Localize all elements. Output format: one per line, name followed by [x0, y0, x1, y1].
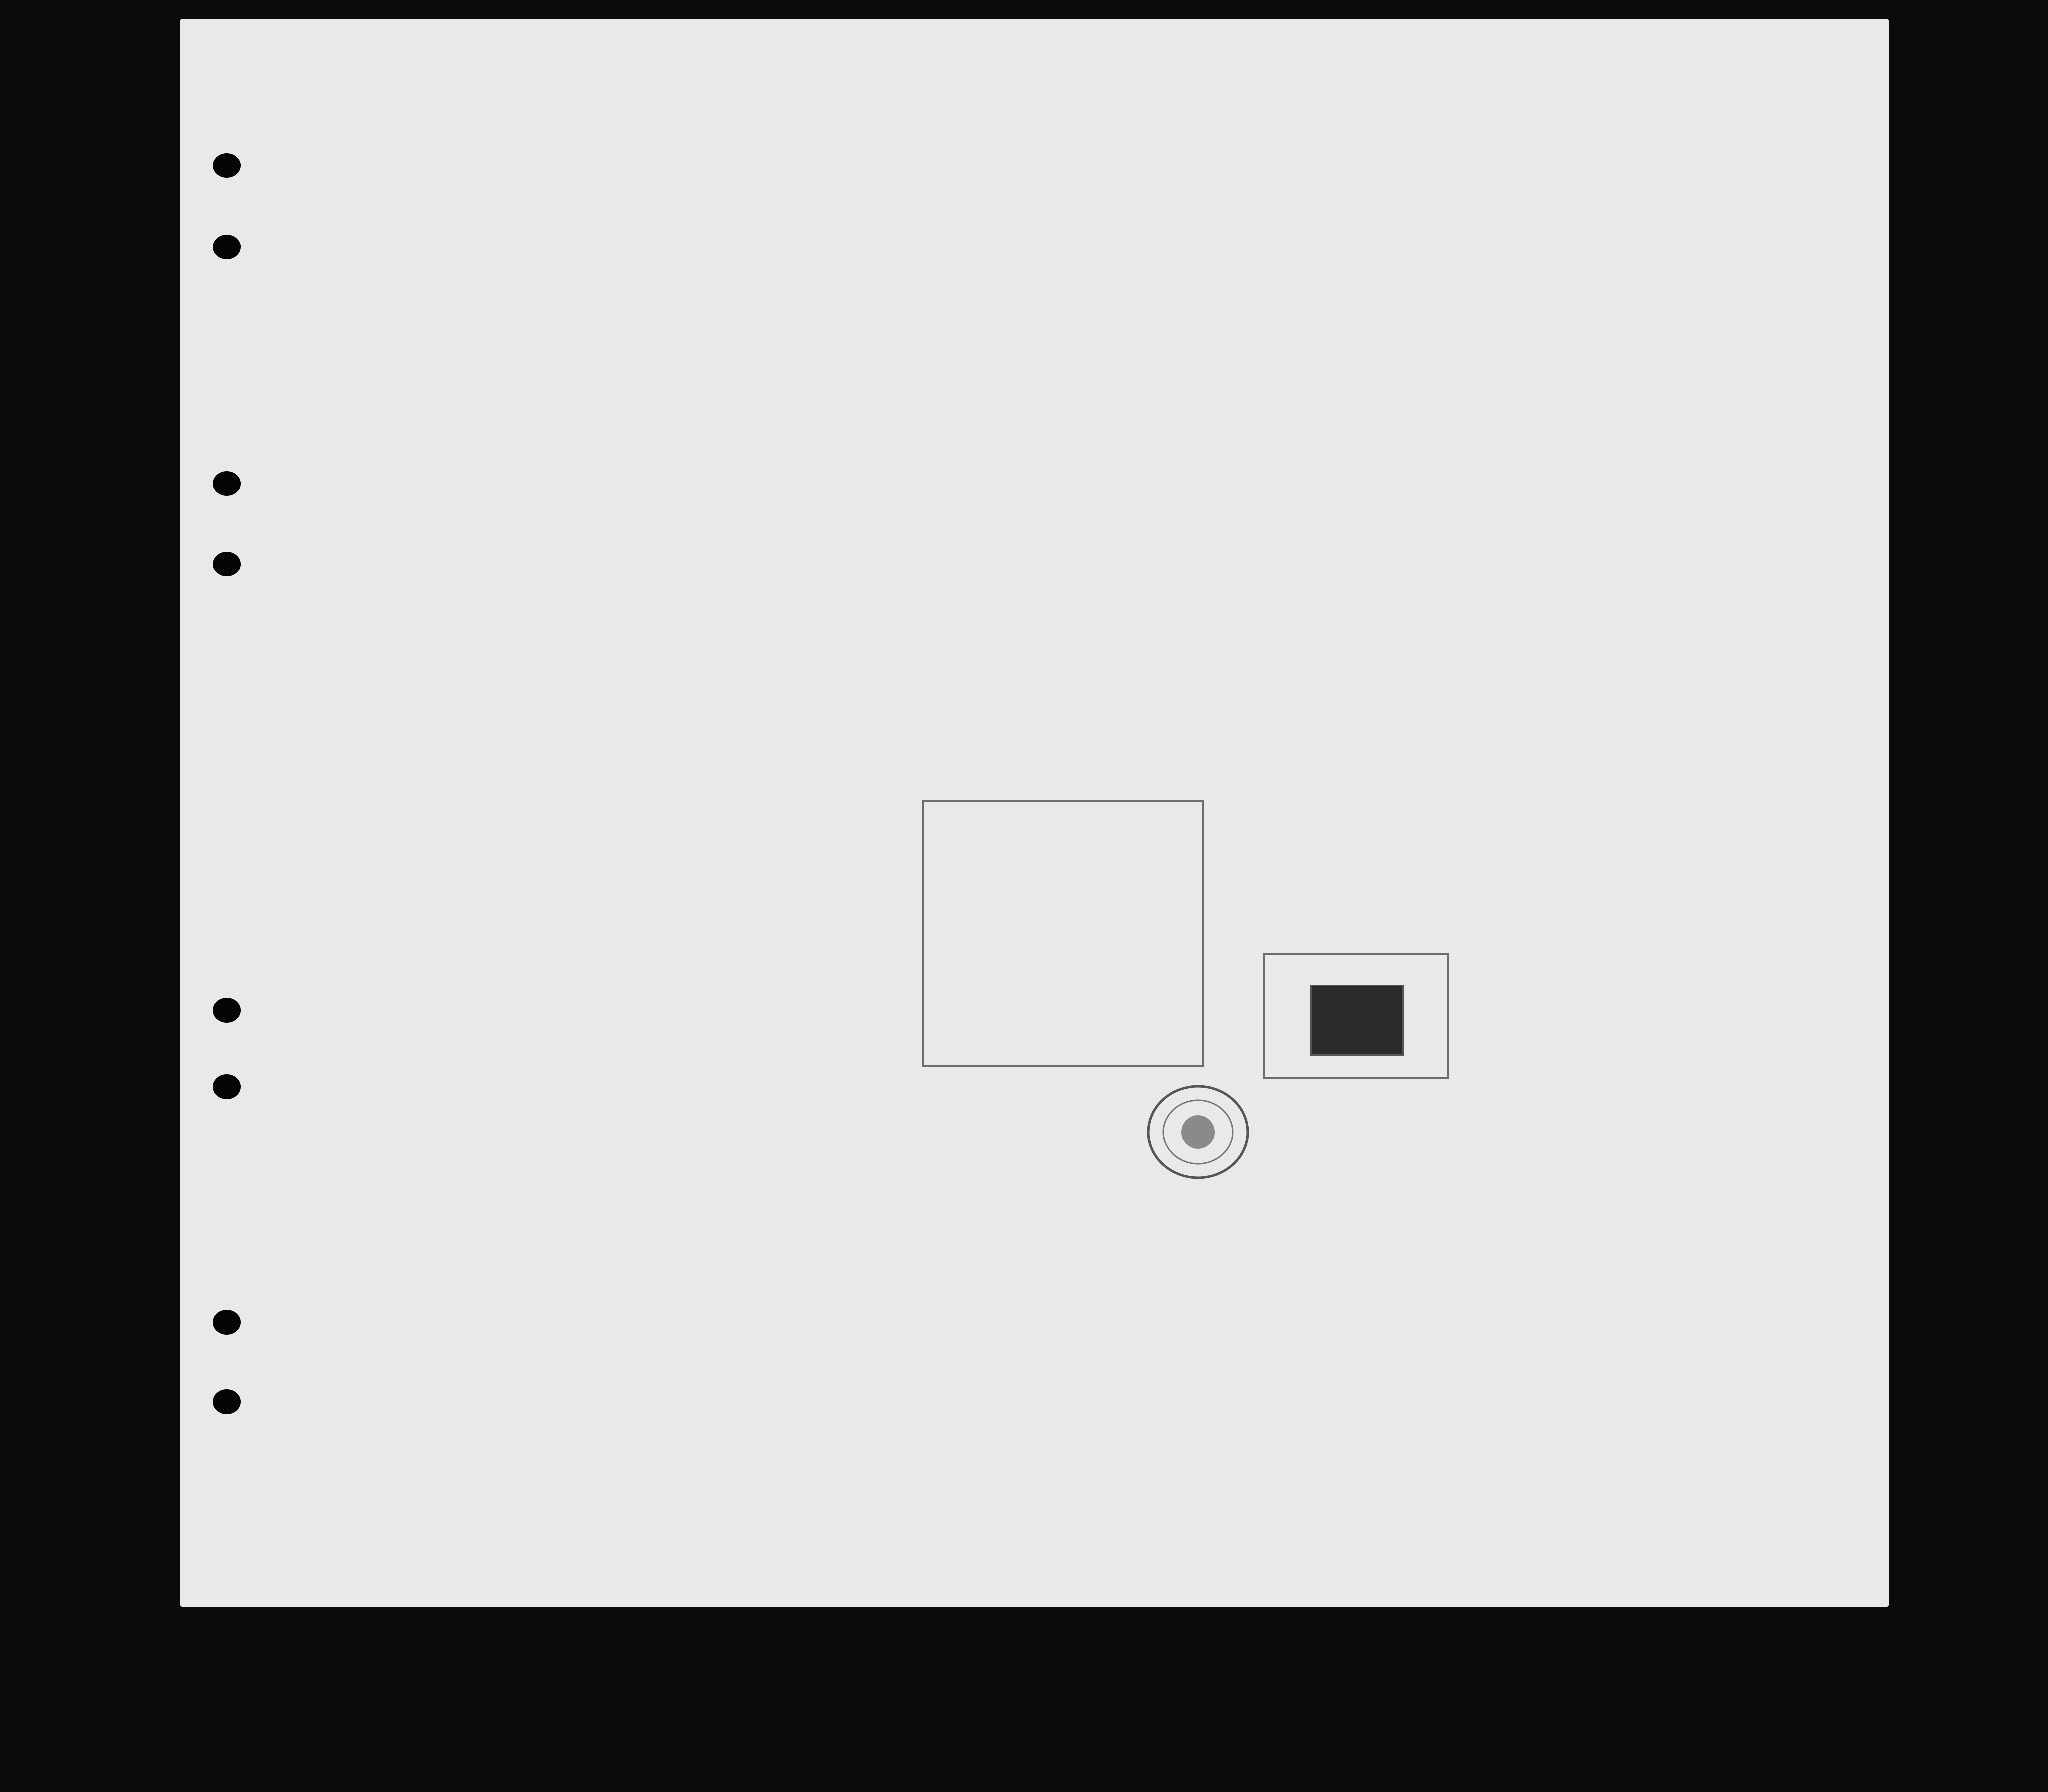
- consulate-seal: [1133, 1082, 1263, 1182]
- consulate-stamp: [922, 800, 1204, 1067]
- fee-stamp-image: [1310, 985, 1404, 1056]
